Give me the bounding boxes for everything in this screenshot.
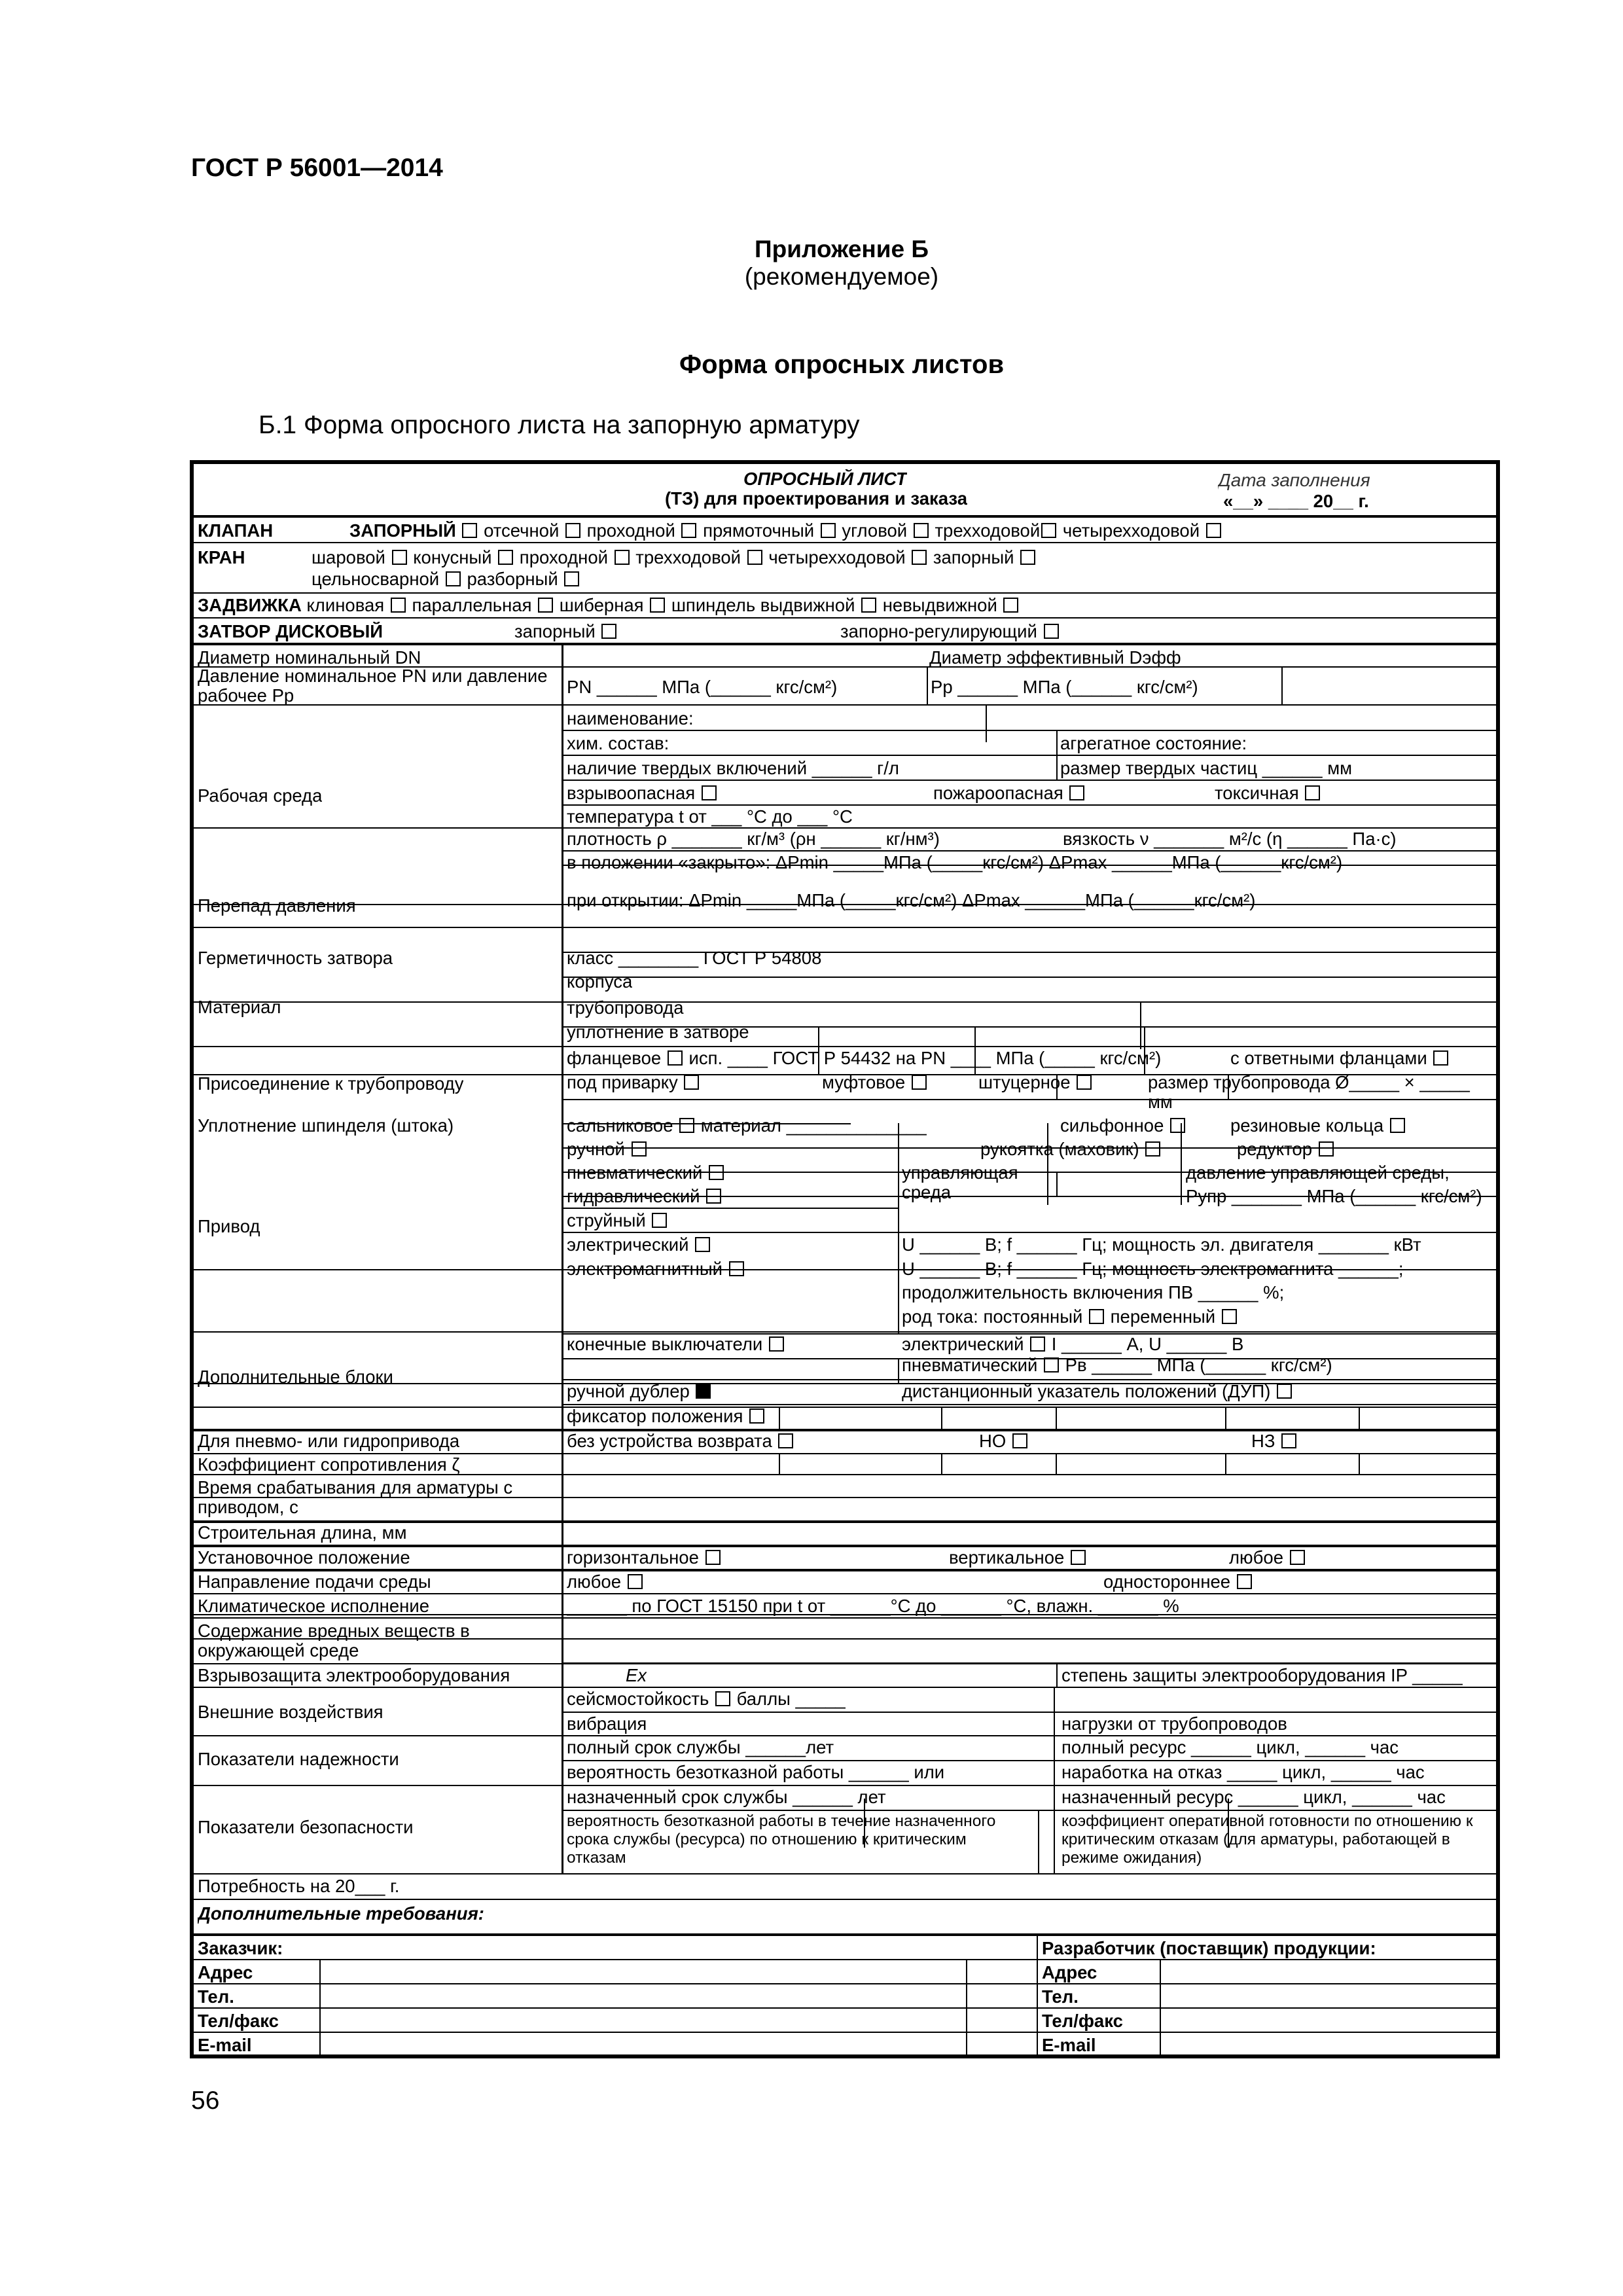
nadezh-life[interactable]: полный срок службы ______лет [567, 1738, 834, 1757]
checkbox[interactable] [615, 550, 630, 565]
vzryv-ex[interactable]: Ex [626, 1666, 647, 1685]
kran-label: КРАН [198, 548, 245, 567]
checkbox[interactable] [1044, 1357, 1059, 1372]
sreda-fire: пожароопасная [933, 783, 1086, 803]
vremya-label: Время срабатывания для арматуры с приводом, с [198, 1478, 513, 1517]
form-subtitle: (ТЗ) для проектирования и заказа [665, 489, 968, 509]
checkbox[interactable] [650, 598, 665, 613]
checkbox[interactable] [498, 550, 513, 565]
checkbox[interactable] [1030, 1336, 1045, 1352]
checkbox[interactable] [1003, 598, 1018, 613]
checkbox[interactable] [1077, 1075, 1092, 1090]
bezop-readiness[interactable]: коэффициент оперативной готовности по отношению к критическим отказам (для арматуры, работающей в режиме ожидания) [1061, 1812, 1473, 1867]
checkbox[interactable] [715, 1691, 730, 1706]
subsection-title: Б.1 Форма опросного листа на запорную арматуру [259, 411, 860, 439]
checkbox[interactable] [392, 550, 407, 565]
privod-electric-params[interactable]: U ______ В; f ______ Гц; мощность эл. двигателя _______ кВт [902, 1235, 1421, 1255]
vzryv-label: Взрывозащита электрооборудования [198, 1666, 510, 1685]
checkbox[interactable] [729, 1261, 744, 1276]
napr-label: Направление подачи среды [198, 1572, 431, 1592]
pn-label: Давление номинальное PN или давление рабочее Pр [198, 666, 548, 706]
germ-label: Герметичность затвора [198, 948, 393, 968]
checkbox[interactable] [538, 598, 553, 613]
customer-phone-label: Тел. [198, 1987, 234, 2007]
checkbox[interactable] [1012, 1433, 1027, 1448]
supplier-fax-label: Тел/факс [1042, 2011, 1123, 2031]
checkbox[interactable] [749, 1408, 764, 1424]
checkbox[interactable] [564, 571, 579, 586]
pn-field[interactable]: PN ______ МПа (______ кгс/см²) [567, 677, 838, 697]
bezop-label: Показатели безопасности [198, 1818, 414, 1837]
dop-manual-override: ручной дублер [567, 1382, 712, 1401]
checkbox[interactable] [1281, 1433, 1296, 1448]
sreda-toxic: токсичная [1215, 783, 1321, 803]
potreb-label: Потребность на 20___ г. [198, 1876, 400, 1896]
dop-label: Дополнительные блоки [198, 1367, 393, 1387]
prisoed-pipe-size[interactable]: размер трубопровода Ø_____ × _____ мм [1148, 1073, 1470, 1112]
kran-options-1: шаровой конусный проходной трехходовой четырехходовой запорный [312, 548, 1037, 567]
nadezh-label: Показатели надежности [198, 1749, 399, 1769]
privod-label: Привод [198, 1217, 260, 1236]
ustan-label: Установочное положение [198, 1548, 410, 1568]
sreda-label: Рабочая среда [198, 786, 323, 806]
checkbox[interactable] [1044, 624, 1059, 639]
dlina-label: Строительная длина, мм [198, 1523, 407, 1543]
checkbox[interactable] [1305, 785, 1320, 800]
appendix-title: Приложение Б [755, 236, 929, 262]
checkbox[interactable] [632, 1141, 647, 1157]
date-line[interactable]: «__» ____ 20__ г. [1223, 492, 1369, 511]
checkbox[interactable] [462, 523, 477, 538]
shpindel-label: Уплотнение шпинделя (штока) [198, 1116, 454, 1136]
klapan-label: КЛАПАН [198, 521, 274, 541]
napr-oneway: одностороннее [1103, 1572, 1253, 1592]
bezop-resource[interactable]: назначенный ресурс ______ цикл, ______ час [1061, 1787, 1446, 1807]
perepad-label: Перепад давления [198, 896, 356, 916]
privod-jet: струйный [567, 1211, 668, 1230]
privod-manual: ручной [567, 1139, 648, 1159]
checkbox[interactable] [1071, 1550, 1086, 1565]
checkbox[interactable] [1145, 1141, 1160, 1157]
checkbox[interactable] [709, 1165, 724, 1180]
checkbox[interactable] [1390, 1118, 1405, 1133]
shpindel-rings: резиновые кольца [1230, 1116, 1406, 1136]
dn-label: Диаметр номинальный DN [198, 648, 421, 668]
privod-electromagnetic: электромагнитный [567, 1259, 745, 1279]
ustan-any: любое [1229, 1548, 1306, 1568]
privod-hydraulic: гидравлический [567, 1187, 722, 1206]
checkbox[interactable] [1089, 1309, 1104, 1324]
checkbox[interactable] [1170, 1118, 1185, 1133]
pnevmo-no-return: без устройства возврата [567, 1431, 794, 1451]
checkbox[interactable] [1433, 1050, 1448, 1066]
checkbox[interactable] [628, 1574, 643, 1589]
sreda-solids[interactable]: наличие твердых включений ______ г/л [567, 759, 899, 778]
questionnaire-form [190, 460, 1500, 2058]
checkbox[interactable] [1290, 1550, 1305, 1565]
perepad-opening[interactable]: при открытии: ΔPmin _____МПа (_____кгс/см²) ΔPmax ______МПа (______кгс/см²) [567, 891, 1256, 910]
ustan-horizontal: горизонтальное [567, 1548, 722, 1568]
checkbox[interactable] [446, 571, 461, 586]
prisoed-coupling: муфтовое [822, 1073, 928, 1092]
document-code: ГОСТ Р 56001—2014 [191, 154, 443, 182]
prisoed-fitting: штуцерное [978, 1073, 1093, 1092]
checkbox[interactable] [769, 1336, 784, 1352]
prisoed-weld: под приварку [567, 1073, 700, 1092]
privod-em-current: род тока: постоянный переменный [902, 1307, 1238, 1327]
supplier-email-label: E-mail [1042, 2036, 1096, 2055]
pnevmo-nz: НЗ [1251, 1431, 1298, 1451]
date-label: Дата заполнения [1218, 471, 1370, 490]
klapan-options: ЗАПОРНЫЙ отсечной проходной прямоточный угловой трехходовой четырехходовой [349, 521, 1222, 541]
nadezh-probability[interactable]: вероятность безотказной работы ______ или [567, 1763, 945, 1782]
additional-requirements: Дополнительные требования: [198, 1904, 484, 1924]
checkbox[interactable] [1206, 523, 1221, 538]
checkbox[interactable] [681, 523, 696, 538]
section-title: Форма опросных листов [679, 350, 1005, 379]
vnesh-label: Внешние воздействия [198, 1702, 383, 1722]
germ-class[interactable]: класс ________ ГОСТ Р 54808 [567, 948, 822, 968]
privod-electric: электрический [567, 1235, 711, 1255]
prisoed-counter-flanges: с ответными фланцами [1230, 1049, 1450, 1068]
vnesh-pipe-loads[interactable]: нагрузки от трубопроводов [1061, 1714, 1287, 1734]
dop-position-indicator: дистанционный указатель положений (ДУП) [902, 1382, 1293, 1401]
privod-control-pressure: давление управляющей среды, [1186, 1163, 1450, 1183]
bezop-probability[interactable]: вероятность безотказной работы в течение назначенного срока службы (ресурса) по отношению к критическим отказам [567, 1812, 996, 1867]
checkbox[interactable] [914, 523, 929, 538]
privod-pneumatic: пневматический [567, 1163, 725, 1183]
privod-control-pressure-value[interactable]: Pупр _______ МПа (______ кгс/см²) [1186, 1187, 1482, 1206]
customer-email-label: E-mail [198, 2036, 252, 2055]
checkbox[interactable] [747, 550, 762, 565]
customer-fax-label: Тел/факс [198, 2011, 279, 2031]
checkbox[interactable] [1020, 550, 1035, 565]
zatvor-opt2: запорно-регулирующий [840, 622, 1060, 641]
vnesh-vibration[interactable]: вибрация [567, 1714, 647, 1734]
sreda-name[interactable]: наименование: [567, 709, 694, 728]
material-seal[interactable]: уплотнение в затворе [567, 1022, 749, 1042]
checkbox[interactable] [565, 523, 580, 538]
checkbox[interactable] [861, 598, 876, 613]
klimat-value[interactable]: ______ по ГОСТ 15150 при t от ______°С до ______ °С, влажн. ______ % [567, 1596, 1179, 1616]
checkbox[interactable] [684, 1075, 699, 1090]
dop-position-lock: фиксатор положения [567, 1407, 766, 1426]
vnesh-seismic: сейсмостойкость баллы _____ [567, 1689, 846, 1709]
nadezh-mtbf[interactable]: наработка на отказ _____ цикл, ______ час [1061, 1763, 1425, 1782]
dop-limit-switches: конечные выключатели [567, 1335, 785, 1354]
form-title: ОПРОСНЫЙ ЛИСТ [743, 469, 907, 489]
dop-electric: электрический I ______ А, U ______ В [902, 1335, 1244, 1354]
prisoed-label: Присоединение к трубопроводу [198, 1074, 464, 1094]
checkbox[interactable] [679, 1118, 694, 1133]
pr-field[interactable]: Pр ______ МПа (______ кгс/см²) [931, 677, 1198, 697]
sreda-state[interactable]: агрегатное состояние: [1060, 734, 1247, 753]
shpindel-bellows: сильфонное [1060, 1116, 1186, 1136]
supplier-label: Разработчик (поставщик) продукции: [1042, 1939, 1376, 1958]
nadezh-resource[interactable]: полный ресурс ______ цикл, ______ час [1061, 1738, 1399, 1757]
customer-address-label: Адрес [198, 1963, 253, 1982]
ustan-vertical: вертикальное [949, 1548, 1087, 1568]
vzryv-ip[interactable]: степень защиты электрооборудования IP _____ [1061, 1666, 1463, 1685]
checkbox[interactable] [706, 1189, 721, 1204]
checkbox[interactable] [1237, 1574, 1252, 1589]
prisoed-flange: фланцевое исп. ____ ГОСТ Р 54432 на PN ____ МПа (_____ кгс/см²) [567, 1049, 1162, 1068]
perepad-closed[interactable]: в положении «закрыто»: ΔPmin _____МПа (_____кгс/см²) ΔPmax ______МПа (______кгс/см²) [567, 853, 1343, 872]
zatvor-opt1: запорный [514, 622, 618, 641]
checkbox[interactable] [912, 550, 927, 565]
shpindel-gland: сальниковое материал ______________ [567, 1116, 927, 1136]
sreda-temperature[interactable]: температура t от ___ °С до ___ °С [567, 807, 853, 827]
privod-control-medium: управляющая среда [902, 1163, 1018, 1202]
privod-em-duty[interactable]: продолжительность включения ПВ ______ %; [902, 1283, 1285, 1302]
pnevmo-no: НО [979, 1431, 1029, 1451]
supplier-phone-label: Тел. [1042, 1987, 1079, 2007]
pnevmo-label: Для пневмо- или гидропривода [198, 1431, 460, 1451]
zatvor-label: ЗАТВОР ДИСКОВЫЙ [198, 622, 383, 641]
appendix-note: (рекомендуемое) [744, 263, 939, 290]
checkbox[interactable] [391, 598, 406, 613]
klimat-label: Климатическое исполнение [198, 1596, 429, 1616]
material-body[interactable]: корпуса [567, 972, 633, 992]
material-pipe[interactable]: трубопровода [567, 998, 684, 1018]
sreda-chem[interactable]: хим. состав: [567, 734, 669, 753]
zadvizhka-row: ЗАДВИЖКА клиновая параллельная шиберная шпиндель выдвижной невыдвижной [198, 596, 1020, 615]
bezop-life[interactable]: назначенный срок службы ______ лет [567, 1787, 886, 1807]
checkbox[interactable] [821, 523, 836, 538]
checkbox[interactable] [695, 1237, 710, 1252]
checkbox[interactable] [1222, 1309, 1237, 1324]
kran-options-2: цельносварной разборный [312, 569, 580, 589]
checkbox[interactable] [668, 1050, 683, 1066]
checkbox[interactable] [601, 624, 616, 639]
sreda-viscosity[interactable]: вязкость ν _______ м²/с (η ______ Па·с) [1063, 829, 1397, 849]
deff-label: Диаметр эффективный Dэфф [929, 648, 1181, 668]
checkbox[interactable] [912, 1075, 927, 1090]
vred-label: Содержание вредных веществ в окружающей среде [198, 1621, 470, 1660]
material-label: Материал [198, 997, 281, 1017]
checkbox[interactable] [1041, 523, 1056, 538]
checkbox[interactable] [705, 1550, 721, 1565]
privod-em-params[interactable]: U ______ В; f ______ Гц; мощность электромагнита ______; [902, 1259, 1404, 1279]
checkbox[interactable] [1069, 785, 1084, 800]
customer-label: Заказчик: [198, 1939, 283, 1958]
checkbox[interactable] [1319, 1141, 1334, 1157]
checkbox-checked[interactable] [696, 1384, 711, 1399]
checkbox[interactable] [778, 1433, 793, 1448]
napr-any: любое [567, 1572, 644, 1592]
sreda-explosive: взрывоопасная [567, 783, 718, 803]
privod-handwheel: рукоятка (маховик) [980, 1139, 1162, 1159]
page-number: 56 [191, 2087, 220, 2115]
checkbox[interactable] [1277, 1384, 1292, 1399]
koef-label: Коэффициент сопротивления ζ [198, 1455, 460, 1475]
checkbox[interactable] [652, 1213, 667, 1228]
sreda-particle-size[interactable]: размер твердых частиц ______ мм [1060, 759, 1353, 778]
sreda-density[interactable]: плотность ρ _______ кг/м³ (ρн ______ кг/нм³) [567, 829, 940, 849]
privod-gearbox: редуктор [1237, 1139, 1335, 1159]
checkbox[interactable] [702, 785, 717, 800]
dop-pneumatic: пневматический Pв ______ МПа (______ кгс/см²) [902, 1355, 1332, 1375]
supplier-address-label: Адрес [1042, 1963, 1097, 1982]
